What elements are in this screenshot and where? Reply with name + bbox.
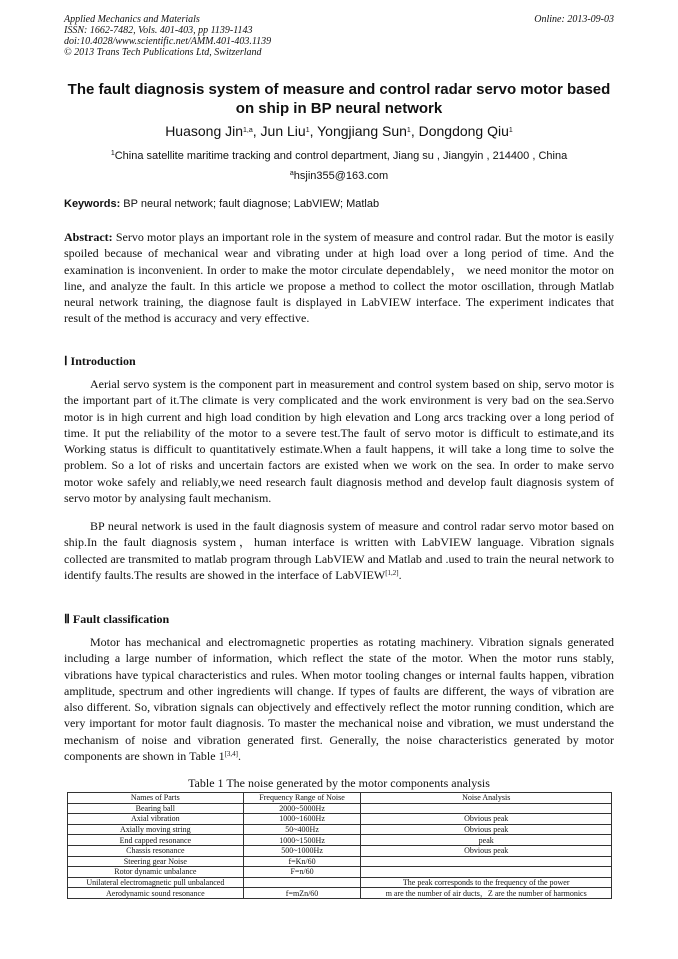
table-header-row bbox=[68, 793, 612, 804]
table-cell: Obvious peak bbox=[361, 824, 612, 835]
table-row bbox=[68, 824, 612, 835]
table-cell: Rotor dynamic unbalance bbox=[68, 867, 244, 878]
paragraph-end: . bbox=[238, 749, 241, 764]
affiliation-text: China satellite maritime tracking and control department, Jiang su , Jiangyin , 214400 , China bbox=[114, 150, 568, 162]
table-cell: Chassis resonance bbox=[68, 845, 244, 856]
journal-name: Applied Mechanics and Materials bbox=[64, 14, 200, 25]
affiliation bbox=[60, 148, 618, 165]
fault-paragraph-1 bbox=[64, 634, 614, 764]
table-cell: 500~1000Hz bbox=[243, 845, 361, 856]
table-header-cell: Noise Analysis bbox=[361, 793, 612, 804]
author-sup: 1 bbox=[305, 127, 310, 134]
section-heading-introduction: Ⅰ Introduction bbox=[64, 354, 136, 368]
journal-header bbox=[64, 14, 614, 58]
table-cell: 2000~5000Hz bbox=[243, 803, 361, 814]
citation-ref: [1,2] bbox=[385, 568, 399, 577]
table-cell: Unilateral electromagnetic pull unbalanced bbox=[68, 877, 244, 888]
doi-line: doi:10.4028/www.scientific.net/AMM.401-403.1139 bbox=[64, 36, 272, 47]
table-cell bbox=[361, 867, 612, 878]
table-cell: Bearing ball bbox=[68, 803, 244, 814]
author-sup: 1 bbox=[508, 127, 513, 134]
table-cell: f=mZn/60 bbox=[243, 888, 361, 899]
table-cell: 1000~1500Hz bbox=[243, 835, 361, 846]
table-cell: m are the number of air ducts，Z are the number of harmonics bbox=[361, 888, 612, 899]
copyright-line: © 2013 Trans Tech Publications Ltd, Switzerland bbox=[64, 47, 262, 58]
table-row bbox=[68, 867, 612, 878]
keywords-label: Keywords: bbox=[64, 198, 121, 210]
table-row bbox=[68, 835, 612, 846]
table-cell: Aerodynamic sound resonance bbox=[68, 888, 244, 899]
intro-paragraph-2-text: BP neural network is used in the fault diagnosis system of measure and control radar servo motor based on ship.In the fault diagnosis system，human interface is written with LabVIEW language. Vibration signals collected are transmited to matlab program through LabVIEW and Matlab and .used to train the neural network to identify faults.The results are showed in the interface of LabVIEW bbox=[64, 519, 614, 582]
author-name: Yongjiang Sun bbox=[317, 123, 407, 139]
table-cell: peak bbox=[361, 835, 612, 846]
author-name: Dongdong Qiu bbox=[418, 123, 509, 139]
table-cell: End capped resonance bbox=[68, 835, 244, 846]
abstract-label: Abstract: bbox=[64, 230, 113, 244]
author-name: Huasong Jin bbox=[165, 123, 244, 139]
table-cell bbox=[361, 803, 612, 814]
keywords-text: BP neural network; fault diagnose; LabVIEW; Matlab bbox=[120, 198, 380, 210]
email-text: hsjin355@163.com bbox=[293, 170, 389, 182]
table-cell: Steering gear Noise bbox=[68, 856, 244, 867]
online-date: Online: 2013-09-03 bbox=[534, 14, 614, 25]
paragraph-end: . bbox=[398, 567, 402, 582]
issn-line: ISSN: 1662-7482, Vols. 401-403, pp 1139-1143 bbox=[64, 25, 253, 36]
table-row bbox=[68, 803, 612, 814]
table-cell: Axially moving string bbox=[68, 824, 244, 835]
fault-paragraph-1-text: Motor has mechanical and electromagnetic properties as rotating machinery. Vibration signals generated including a large number of information, which reflect the state of the motor. When the motor runs stably, vibrations have typical characteristics and rules. When motor tooling changes or internal faults happen, vibration amplitude, spectrum and other ingredients will change. If types of faults are different, the ways of vibration are also different. So, vibration signals can objectively and effectively reflect the motor running condition, which are very important for motor fault diagnosis. To master the mechanical noise and vibration, we must understand the mechanism of noise and vibration generated first. Generally, the noise characteristics generated by motor components are shown in Table 1 bbox=[64, 635, 614, 764]
abstract-text: Servo motor plays an important role in the system of measure and control radar. But the motor is easily spoiled because of mechanical wear and vibrating under at high load over a long period of time. And the examination is inconvenient. In order to make the motor circulate dependablely， we need monitor the motor on line, and analyze the fault. In this article we propose a method to collect the motor oscillation, through Matlab neural network training, the diagnose fault is displayed in LabVIEW interface. The experiment indicates that result of the method is accuracy and very effective. bbox=[64, 230, 614, 326]
section-heading-fault-classification: Ⅱ Fault classification bbox=[64, 612, 170, 626]
paper-title: The fault diagnosis system of measure and control radar servo motor based on ship in BP neural network bbox=[67, 81, 611, 117]
table-cell: F=n/60 bbox=[243, 867, 361, 878]
table-cell: Obvious peak bbox=[361, 814, 612, 825]
table-cell: The peak corresponds to the frequency of the power bbox=[361, 877, 612, 888]
email-sup: a bbox=[289, 170, 294, 177]
author-email bbox=[60, 168, 618, 185]
table-cell: Axial vibration bbox=[68, 814, 244, 825]
table-header-cell: Names of Parts bbox=[68, 793, 244, 804]
table-row bbox=[68, 814, 612, 825]
table-row bbox=[68, 856, 612, 867]
table-cell bbox=[361, 856, 612, 867]
author-sup: 1,a bbox=[243, 127, 253, 134]
table-cell: 1000~1600Hz bbox=[243, 814, 361, 825]
table-cell: Obvious peak bbox=[361, 845, 612, 856]
table-caption: Table 1 The noise generated by the motor components analysis bbox=[188, 776, 490, 790]
table-row bbox=[68, 888, 612, 899]
author-sup: 1 bbox=[406, 127, 411, 134]
author-list: Huasong Jin$^{1,a}$, Jun Liu$^1$, Yongjiang Sun$^1$, Dongdong Qiu$^1$ bbox=[165, 123, 513, 139]
table-header-cell: Frequency Range of Noise bbox=[243, 793, 361, 804]
table-row bbox=[68, 845, 612, 856]
abstract bbox=[64, 229, 614, 327]
table-row bbox=[68, 877, 612, 888]
table-cell bbox=[243, 877, 361, 888]
noise-table bbox=[67, 792, 612, 899]
table-cell: 50~400Hz bbox=[243, 824, 361, 835]
keywords bbox=[64, 197, 614, 212]
affiliation-sup: 1 bbox=[110, 150, 115, 157]
intro-paragraph-1: Aerial servo system is the component part in measurement and control system based on ship, servo motor is the important part of it.The climate is very complicated and the work environment is very bad on the sea.Servo motor is in high current and high load condition by high elevation and Long arcs tracking over a long period of time. It put the reliability of the motor to a severe test.The fault of servo motor is difficult to estimate,and its Working status is difficult to quantitatively estimate.When a fault happens, it will take a long time to solve the problem. So a lot of risks and uncertain factors are existed when we work on the sea. In order to make servo motor woke safely and reliably,we need research fault diagnosis method and develop fault diagnosis system of servo motor by analysing fault mechanism. bbox=[64, 377, 614, 506]
author-name: Jun Liu bbox=[260, 123, 306, 139]
citation-ref: [3,4] bbox=[224, 750, 238, 759]
intro-paragraph-2 bbox=[64, 518, 614, 583]
table-cell: f=Kn/60 bbox=[243, 856, 361, 867]
